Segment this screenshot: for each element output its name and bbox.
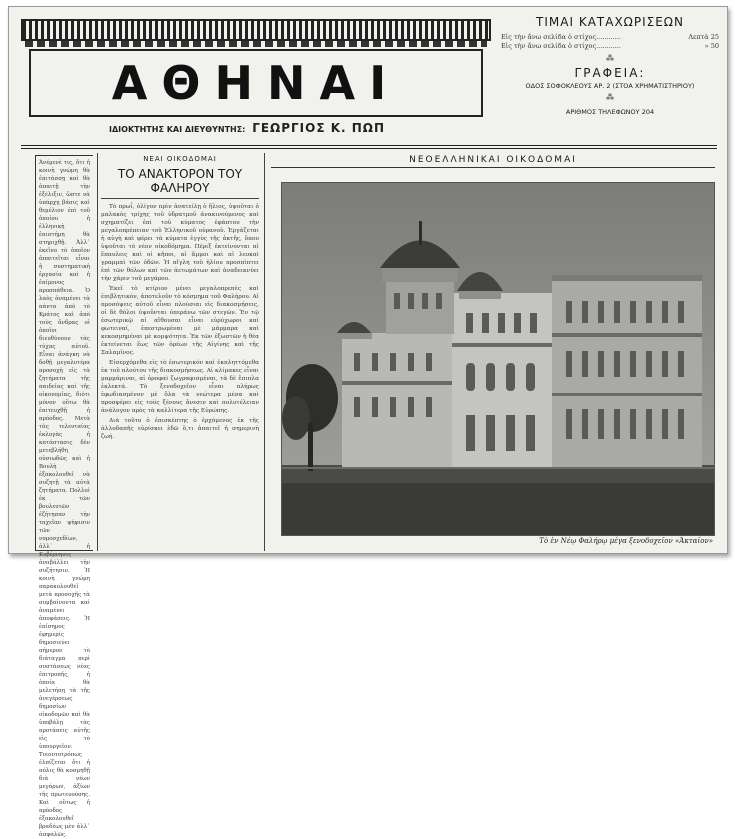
left-column-text: [35, 155, 93, 838]
column-rule: [264, 153, 265, 551]
title-box: [29, 49, 483, 117]
photo-caption: Τὸ ἐν Νέῳ Φαλήρῳ μέγα ξενοδοχεῖον «Ἀκταῖον»: [539, 537, 713, 545]
owner-name: ΓΕΩΡΓΙΟΣ Κ. ΠΩΠ: [252, 121, 386, 135]
rate-label: Εἰς τὴν ἄνω σελίδα ὁ στίχος............: [501, 42, 621, 50]
photo-section-rule: [271, 167, 715, 168]
column-rule: [97, 153, 98, 551]
article-paragraph: Εἰσερχόμεθα εἰς τὸ ἐσωτερικόν καὶ ἐκπληττόμεθα ἐκ τοῦ πλούτου τῆς διακοσμήσεως. Αἱ κλίμακες εἶναι μαρμάριναι, αἱ ὀροφαὶ ζωγραφισμέναι, τὰ δὲ ἔπιπλα ἐκλεκτά. Τὸ ξενοδοχεῖον εἶναι πλήρως ἐφωδιασμένον μὲ ὅλα τὰ νεώτερα μέσα καὶ προσφέρει εἰς τοὺς ξένους ἄνεσιν καὶ πολυτέλειαν ἀνάλογον πρὸς τὰ καλλίτερα τῆς Εὐρώπης.: [101, 360, 259, 414]
article-paragraph: Διὰ τοῦτο ὁ ἐπισκέπτης ὁ ἐρχόμενος ἐκ τῆς ἀλλοδαπῆς εὑρίσκει ἐδῶ ὅ,τι ἀπαιτεῖ ἡ σημερινὴ ζωή.: [101, 418, 259, 440]
hotel-building-illustration: [282, 183, 714, 535]
owner-label: ΙΔΙΟΚΤΗΤΗΣ ΚΑΙ ΔΙΕΥΘΥΝΤΗΣ:: [109, 125, 246, 134]
article-paragraph: Ἐκεῖ τὸ κτίριον μένει μεγαλοπρεπὲς καὶ ἐπιβλητικόν, ἀποτελοῦν τὸ κόσμημα τοῦ Φαλήρου. Αἱ προσόψεις αὐτοῦ εἶναι πλούσιαι εἰς διακοσμήσεις, οἱ δὲ θόλοι ὑψοῦνται ὑπεράνω τῶν στεγῶν. Ἐν τῷ ἐσωτερικῷ αἱ αἴθουσαι εἶναι εὐρύχωροι καὶ φωτειναί, ἐπεστρωμέναι μὲ μάρμαρα καὶ κεκοσμημέναι μὲ κομψότητα. Ἐκ τῶν ἐξωστῶν ἡ θέα ἐκτείνεται ἕως τῶν ὀρέων τῆς Αἰγίνης καὶ τῆς Σαλαμῖνος.: [101, 286, 259, 356]
left-column-body: Ἀνέμενέ τις, ὅτι ἡ κοινὴ γνώμη θὰ ἐπιτάσσῃ καὶ θὰ ἀπαιτῇ τὴν ἐξέλιξιν, ὥστε νὰ ὑπάρχῃ βάσις καὶ θεμέλιον ἐπὶ τοῦ ὁποίου ἡ ἑλληνικὴ ἐπιστήμη θὰ στηριχθῇ. Ἀλλ᾽ ἐκεῖνο τὸ ὁποῖον ἀπαιτεῖται εἶναι ἡ συστηματικὴ ἐργασία καὶ ἡ ἐπίμονος προσπάθεια. Ὁ λαὸς ἀναμένει τὰ πάντα ἀπὸ τὸ Κράτος καὶ ἀπὸ τοὺς ἄνδρας οἱ ὁποῖοι διευθύνουν τὰς τύχας αὐτοῦ. Εἶναι ἀνάγκη νὰ δοθῇ μεγαλυτέρα προσοχὴ εἰς τὰ ζητήματα τῆς παιδείας καὶ τῆς οἰκονομίας, διότι μόνον οὕτω θὰ ἐπιτευχθῇ ἡ πρόοδος. Μετὰ τὰς τελευταίας ἐκλογὰς ἡ κατάστασις δὲν μετεβλήθη οὐσιωδῶς καὶ ἡ Βουλὴ ἐξακολουθεῖ νὰ συζητῇ τὰ αὐτὰ ζητήματα. Πολλοὶ ἐκ τῶν βουλευτῶν ἐζήτησαν τὴν ταχεῖαν ψήφισιν τῶν νομοσχεδίων, ἀλλ᾽ ἡ Κυβέρνησις ἀναβάλλει τὴν συζήτησιν. Ἡ κοινὴ γνώμη παρακολουθεῖ μετὰ προσοχῆς τὰ συμβαίνοντα καὶ ἀναμένει ἀποφάσεις. Ἡ ἐπίσημος ἐφημερὶς δημοσιεύει σήμερον τὸ διάταγμα περὶ συστάσεως νέας ἐπιτροπῆς, ἡ ὁποία θὰ μελετήσῃ τὰ τῆς ἀνεγέρσεως δημοσίων οἰκοδομῶν καὶ θὰ ὑποβάλῃ τὰς προτάσεις αὐτῆς εἰς τὸ ὑπουργεῖον. Τοιουτοτρόπως ἐλπίζεται ὅτι ἡ πόλις θὰ κοσμηθῇ διὰ νέων μεγάρων, ἀξίων τῆς πρωτευούσης. Καὶ οὕτως ἡ πρόοδος ἐξακολουθεῖ βραδέως μὲν ἀλλ᾽ ἀσφαλῶς.: [39, 160, 90, 838]
article-headline: ΤΟ ΑΝΑΚΤΟΡΟΝ ΤΟΥ ΦΑΛΗΡΟΥ: [101, 167, 259, 199]
rate-row: [501, 33, 719, 42]
advertising-rates: [501, 15, 719, 116]
rate-value: Λεπτὰ 25: [688, 33, 719, 41]
article-paragraph: Τὸ πρωΐ, ὀλίγον πρὶν ἀνατείλῃ ὁ ἥλιος, ὑψοῦται ὁ μαλακὸς τρίχης τοῦ ὑδρατμοῦ ἀνακινούμενος καὶ σχηματίζει ἐπὶ τοῦ κύματος ἐφάπτου τὴν μεγαλοπρέπειαν τοῦ Ἑλληνικοῦ οὐρανοῦ. Ἐργάζεται ἡ αὐγὴ καὶ φέρει τὰ κύματα ἐγγὺς τῆς ἀκτῆς, ὅπου ὑψοῦται τὸ νέον οἰκοδόμημα. Πέριξ ἐκτείνονται αἱ ἔπαυλεις καὶ οἱ κῆποι, αἱ ἄμμοι καὶ αἱ λευκαὶ γραμμαὶ τῶν ὁδῶν. Ἡ αἴγλη τοῦ ἡλίου προσπίπτει ἐπὶ τῶν θόλων καὶ τῶν ἀετωμάτων καὶ ἀναδεικνύει τὴν χάριν τοῦ μεγάρου.: [101, 204, 259, 282]
article-column: [101, 153, 259, 551]
header-rule-thin: [21, 148, 717, 149]
ornament-divider: ⁂: [606, 93, 614, 102]
article-section-label: ΝΕΑΙ ΟΙΚΟΔΟΜΑΙ: [143, 155, 217, 163]
rate-value: » 50: [704, 42, 719, 50]
photo-section-label: ΝΕΟΕΛΛΗΝΙΚΑΙ ΟΙΚΟΔΟΜΑΙ: [409, 155, 577, 165]
ornamental-frieze: [21, 19, 491, 41]
article-body: [101, 203, 259, 441]
rate-row: [501, 42, 719, 51]
owner-line: [109, 121, 429, 135]
masthead: [21, 19, 491, 119]
newspaper-page: [8, 6, 728, 838]
newspaper-title: ΑΘΗΝΑΙ: [111, 56, 401, 110]
hotel-photograph: [281, 182, 715, 536]
frieze-band: [25, 41, 487, 47]
ornament-divider: ⁂: [606, 54, 614, 63]
phone-number: ΑΡΙΘΜΟΣ ΤΗΛΕΦΩΝΟΥ 204: [565, 108, 655, 116]
offices-title: ΓΡΑΦΕΙΑ:: [574, 66, 646, 80]
rate-label: Εἰς τὴν ἄνω σελίδα ὁ στίχος............: [501, 33, 621, 41]
office-address: ΟΔΟΣ ΣΟΦΟΚΛΕΟΥΣ ΑΡ. 2 (ΣΤΟΑ ΧΡΗΜΑΤΙΣΤΗΡΙΟΥ): [525, 82, 695, 90]
rates-title: ΤΙΜΑΙ ΚΑΤΑΧΩΡΙΣΕΩΝ: [536, 15, 684, 29]
header-rule: [21, 145, 717, 146]
